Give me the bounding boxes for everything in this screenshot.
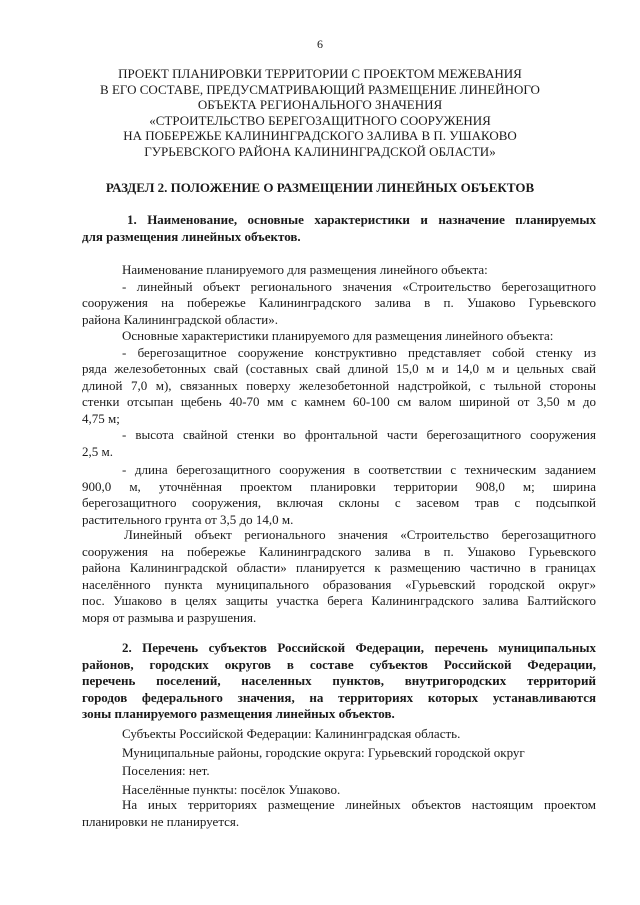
heading-1: [82, 212, 596, 245]
title-line: ГУРЬЕВСКОГО РАЙОНА КАЛИНИНГРАДСКОЙ ОБЛАСТИ»: [144, 143, 496, 159]
paragraph-length: [82, 462, 596, 528]
paragraph-line: 4,75 м;: [82, 410, 120, 426]
title-line: ОБЪЕКТА РЕГИОНАЛЬНОГО ЗНАЧЕНИЯ: [197, 97, 443, 113]
title-line: В ЕГО СОСТАВЕ, ПРЕДУСМАТРИВАЮЩИЙ РАЗМЕЩЕНИЕ ЛИНЕЙНОГО: [100, 81, 540, 97]
heading-1-line: для размещения линейных объектов.: [82, 228, 301, 244]
paragraph-name: [82, 262, 596, 328]
subjects-list: [82, 726, 596, 800]
heading-2-line: городов федерального значения, на территориях которых устанавливаются: [82, 689, 596, 705]
paragraph-line: длиной 7,0 м), связанных поверху железобетонной надстройкой, с тыльной стороны: [82, 377, 596, 393]
paragraph-line: населённого пункта муниципального образования «Гурьевский городской округ»: [82, 576, 596, 592]
paragraph-line: моря от размыва и разрушения.: [82, 609, 257, 625]
paragraph-line: Наименование планируемого для размещения линейного объекта:: [122, 262, 488, 277]
title-line: «СТРОИТЕЛЬСТВО БЕРЕГОЗАЩИТНОГО СООРУЖЕНИЯ: [149, 112, 491, 128]
paragraph-line: - высота свайной стенки во фронтальной части берегозащитного сооружения: [122, 427, 596, 442]
paragraph-line: сооружения на побережье Калининградского залива в п. Ушаково Гурьевского: [82, 295, 596, 310]
paragraph-line: растительного грунта от 3,5 до 14,0 м.: [82, 511, 294, 527]
paragraph-line: Линейный объект регионального значения «Строительство берегозащитного: [124, 527, 596, 542]
heading-2-line: перечень поселений, населенных пунктов, внутригородских территорий: [82, 673, 596, 688]
paragraph-line: пос. Ушаково в целях защиты участка берега Калининградского залива Балтийского: [82, 593, 596, 608]
paragraph-height: [82, 427, 596, 460]
document-title: [90, 66, 550, 160]
list-item: Населённые пункты: посёлок Ушаково.: [122, 781, 341, 797]
list-item: Субъекты Российской Федерации: Калининградская область.: [122, 726, 461, 741]
paragraph-line: На иных территориях размещение линейных объектов настоящим проектом: [122, 797, 596, 812]
heading-2-line: 2. Перечень субъектов Российской Федерации, перечень муниципальных: [122, 640, 596, 655]
paragraph-line: - длина берегозащитного сооружения в соответствии с техническим заданием: [122, 462, 596, 477]
paragraph-line: сооружения на побережье Калининградского залива в п. Ушаково Гурьевского: [82, 543, 596, 559]
paragraph-line: района Калининградской области».: [82, 311, 278, 327]
paragraph-other-territories: [82, 797, 596, 830]
paragraph-line: ряда железобетонных свай (составных свай длиной 15,0 м и 14,0 м и цельных свай: [82, 361, 596, 376]
heading-1-line: 1. Наименование, основные характеристики и назначение планируемых: [127, 212, 596, 227]
paragraph-line: 2,5 м.: [82, 443, 113, 459]
heading-2-line: районов, городских округов в составе субъектов Российской Федерации,: [82, 656, 596, 672]
paragraph-line: стенки отсыпан щебень 40-70 мм с камнем 60-100 см валом шириной от 3,50 м до: [82, 394, 596, 409]
section-title: РАЗДЕЛ 2. ПОЛОЖЕНИЕ О РАЗМЕЩЕНИИ ЛИНЕЙНЫХ ОБЪЕКТОВ: [105, 180, 535, 195]
paragraph-line: берегозащитного сооружения, включая склоны с засевом трав с подсыпкой: [82, 495, 596, 510]
page-number: 6: [317, 37, 323, 51]
list-item: Муниципальные районы, городские округа: Гурьевский городской округ: [122, 744, 525, 760]
paragraph-placement: [82, 527, 596, 626]
paragraph-line: планировки не планируется.: [82, 813, 240, 829]
heading-2-line: зоны планируемого размещения линейных объектов.: [82, 706, 395, 721]
paragraph-line: района Калининградской области» планируется к размещению частично в границах: [82, 560, 596, 575]
list-item: Поселения: нет.: [122, 763, 210, 778]
paragraph-line: Основные характеристики планируемого для размещения линейного объекта:: [122, 328, 554, 343]
title-line: НА ПОБЕРЕЖЬЕ КАЛИНИНГРАДСКОГО ЗАЛИВА В П. УШАКОВО: [123, 128, 517, 144]
paragraph-line: - берегозащитное сооружение конструктивно представляет собой стенку из: [122, 344, 596, 360]
paragraph-line: 900,0 м, уточнённая проектом планировки территории 908,0 м; ширина: [82, 478, 596, 494]
paragraph-characteristics: [82, 328, 596, 427]
paragraph-line: - линейный объект регионального значения «Строительство берегозащитного: [122, 278, 596, 294]
title-line: ПРОЕКТ ПЛАНИРОВКИ ТЕРРИТОРИИ С ПРОЕКТОМ МЕЖЕВАНИЯ: [118, 66, 522, 81]
heading-2: [82, 640, 596, 723]
